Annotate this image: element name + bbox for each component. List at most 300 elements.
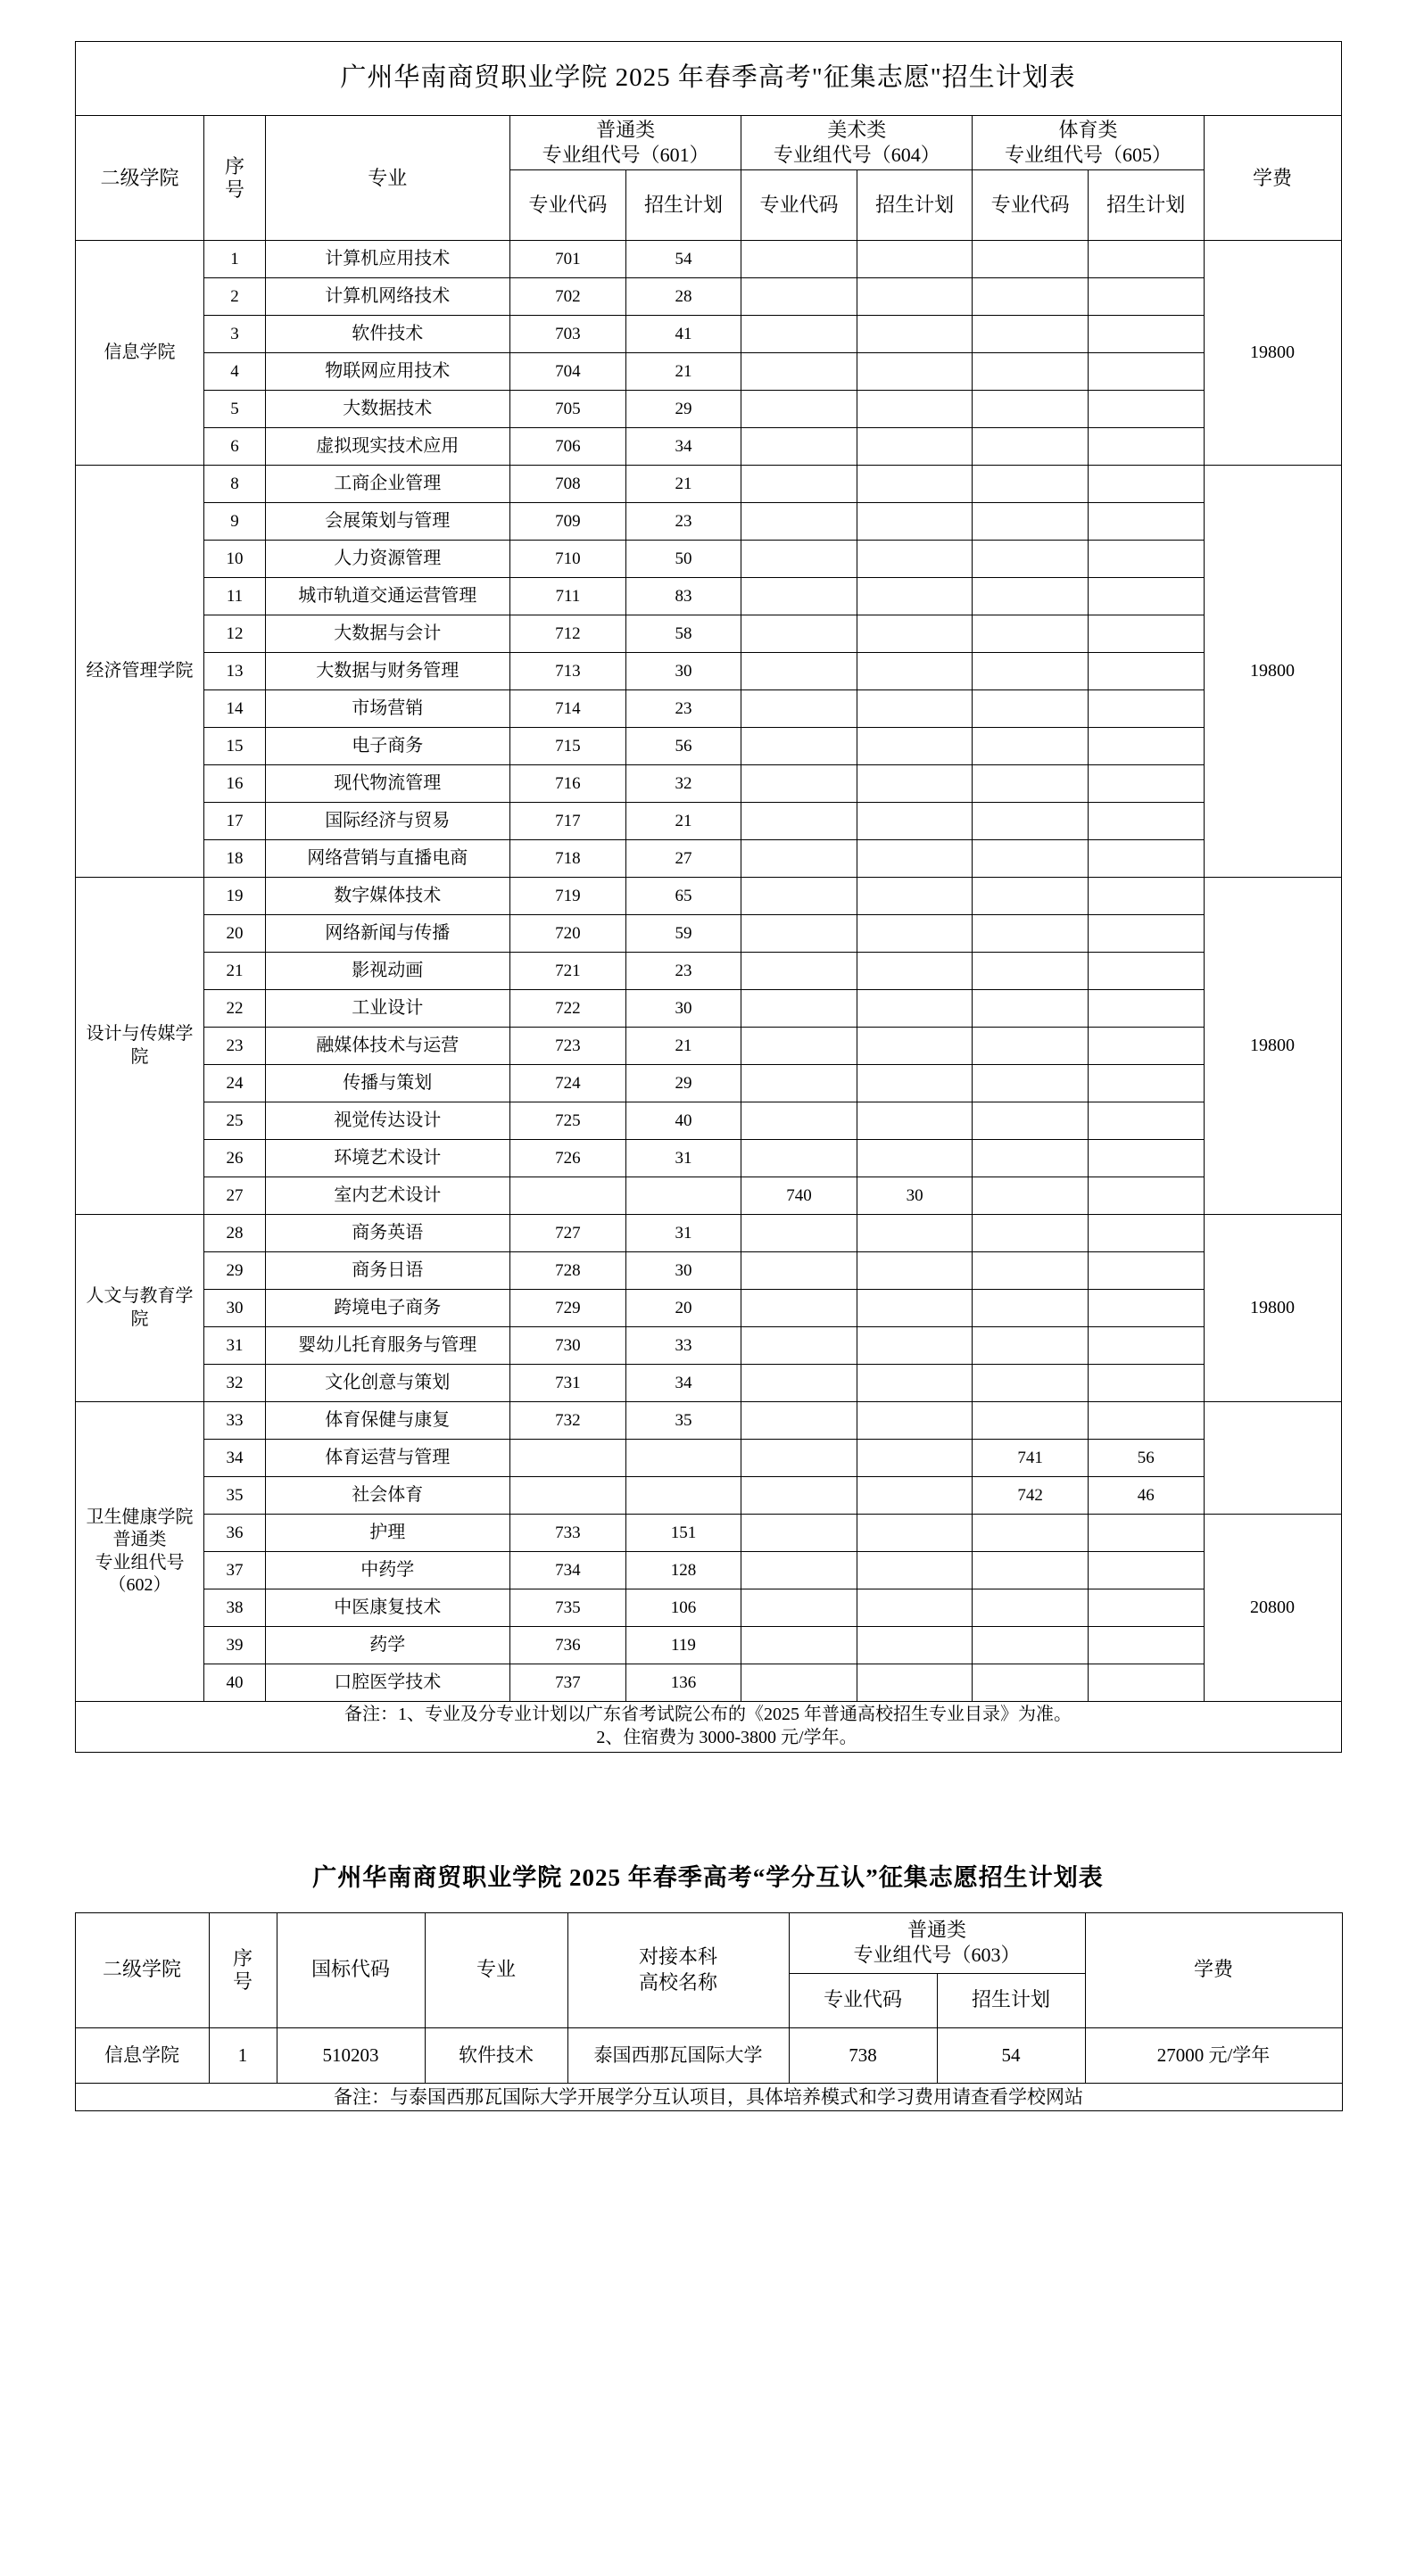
tiyu-code-cell: [973, 1402, 1089, 1440]
putong-code-cell: 704: [510, 353, 626, 391]
table-row: [75, 990, 1341, 1028]
tiyu-code-cell: [973, 353, 1089, 391]
col-header-tiyu-code: 专业代码: [973, 170, 1089, 241]
putong-plan-cell: 21: [625, 1028, 741, 1065]
putong-plan-cell: 21: [625, 353, 741, 391]
putong-code-cell: 733: [510, 1515, 626, 1552]
major-name-cell: 融媒体技术与运营: [265, 1028, 510, 1065]
tiyu-code-cell: [973, 278, 1089, 316]
row-index-cell: 30: [204, 1290, 265, 1327]
putong-code-cell: 705: [510, 391, 626, 428]
col-header-index-label: 序号: [224, 155, 244, 201]
row-index-cell: 11: [204, 578, 265, 615]
tuition-cell: 19800: [1204, 241, 1341, 466]
table-row: [75, 1365, 1341, 1402]
putong-code-cell: 708: [510, 466, 626, 503]
major-name-cell: 婴幼儿托育服务与管理: [265, 1327, 510, 1365]
tiyu-plan-cell: [1088, 1515, 1204, 1552]
row-index-cell: 23: [204, 1028, 265, 1065]
tiyu-code-cell: [973, 1215, 1089, 1252]
table-row: [75, 653, 1341, 690]
meishu-code-cell: [741, 953, 857, 990]
major-name-cell: 口腔医学技术: [265, 1664, 510, 1702]
putong-plan-cell: 151: [625, 1515, 741, 1552]
major-name-cell: 大数据技术: [265, 391, 510, 428]
meishu-plan-cell: [857, 353, 973, 391]
tiyu-code-cell: [973, 1664, 1089, 1702]
tiyu-plan-cell: [1088, 1290, 1204, 1327]
tiyu-plan-cell: [1088, 1140, 1204, 1177]
putong-code-cell: 709: [510, 503, 626, 541]
tiyu-code-cell: [973, 428, 1089, 466]
tiyu-code-cell: [973, 1589, 1089, 1627]
putong-code-cell: 719: [510, 878, 626, 915]
t2-group-line1: 普通类: [907, 1918, 967, 1941]
putong-code-cell: 730: [510, 1327, 626, 1365]
meishu-plan-cell: [857, 1664, 973, 1702]
putong-plan-cell: 34: [625, 1365, 741, 1402]
tiyu-plan-cell: [1088, 1589, 1204, 1627]
putong-plan-cell: 128: [625, 1552, 741, 1589]
row-index-cell: 15: [204, 728, 265, 765]
tiyu-plan-cell: [1088, 278, 1204, 316]
putong-code-cell: 722: [510, 990, 626, 1028]
meishu-plan-cell: [857, 1028, 973, 1065]
table-row: [75, 1402, 1341, 1440]
putong-code-cell: 706: [510, 428, 626, 466]
t2-col-header-tuition: 学费: [1085, 1912, 1342, 2027]
putong-code-cell: 728: [510, 1252, 626, 1290]
tiyu-code-cell: [973, 578, 1089, 615]
putong-plan-cell: 29: [625, 391, 741, 428]
meishu-code-cell: [741, 878, 857, 915]
meishu-plan-cell: [857, 1627, 973, 1664]
meishu-code-cell: [741, 803, 857, 840]
t2-major-name-cell: 软件技术: [425, 2027, 567, 2083]
putong-plan-cell: 30: [625, 1252, 741, 1290]
tiyu-code-cell: 741: [973, 1440, 1089, 1477]
table-row: [75, 840, 1341, 878]
table-row: [75, 915, 1341, 953]
tiyu-code-cell: [973, 1552, 1089, 1589]
putong-plan-cell: 136: [625, 1664, 741, 1702]
tiyu-code-cell: [973, 1365, 1089, 1402]
meishu-code-cell: [741, 1252, 857, 1290]
t2-col-header-partner: [567, 1912, 789, 2027]
table-row: [75, 391, 1341, 428]
t2-col-header-national-code: 国标代码: [277, 1912, 425, 2027]
row-index-cell: 1: [204, 241, 265, 278]
putong-plan-cell: 30: [625, 990, 741, 1028]
meishu-code-cell: [741, 541, 857, 578]
putong-plan-cell: 23: [625, 953, 741, 990]
table1-notes: [75, 1702, 1341, 1752]
row-index-cell: 14: [204, 690, 265, 728]
table-row: [75, 1252, 1341, 1290]
table-row: [75, 1440, 1341, 1477]
row-index-cell: 22: [204, 990, 265, 1028]
tiyu-plan-cell: [1088, 541, 1204, 578]
tiyu-plan-cell: [1088, 803, 1204, 840]
row-index-cell: 16: [204, 765, 265, 803]
table-row: [75, 1065, 1341, 1102]
meishu-plan-cell: [857, 1065, 973, 1102]
meishu-code-cell: [741, 466, 857, 503]
major-name-cell: 体育运营与管理: [265, 1440, 510, 1477]
meishu-plan-cell: [857, 653, 973, 690]
putong-plan-cell: 31: [625, 1140, 741, 1177]
table-row: [75, 1327, 1341, 1365]
putong-code-cell: 715: [510, 728, 626, 765]
putong-plan-cell: 33: [625, 1327, 741, 1365]
putong-code-cell: 712: [510, 615, 626, 653]
meishu-code-cell: [741, 316, 857, 353]
tiyu-code-cell: [973, 1140, 1089, 1177]
row-index-cell: 33: [204, 1402, 265, 1440]
tiyu-code-cell: [973, 765, 1089, 803]
college-label-line: 卫生健康学院: [86, 1507, 194, 1527]
meishu-code-cell: [741, 728, 857, 765]
row-index-cell: 10: [204, 541, 265, 578]
group-header-putong-line1: 普通类: [596, 119, 656, 141]
meishu-plan-cell: [857, 1477, 973, 1515]
putong-code-cell: 732: [510, 1402, 626, 1440]
meishu-plan-cell: [857, 391, 973, 428]
meishu-code-cell: [741, 1589, 857, 1627]
col-header-putong-plan: 招生计划: [625, 170, 741, 241]
row-index-cell: 40: [204, 1664, 265, 1702]
between-tables-spacer: [0, 1753, 1416, 1858]
group-header-meishu: [741, 116, 973, 170]
tiyu-code-cell: [973, 1327, 1089, 1365]
major-name-cell: 工业设计: [265, 990, 510, 1028]
major-name-cell: 中药学: [265, 1552, 510, 1589]
putong-code-cell: 717: [510, 803, 626, 840]
meishu-code-cell: [741, 1102, 857, 1140]
major-name-cell: 数字媒体技术: [265, 878, 510, 915]
meishu-code-cell: [741, 1215, 857, 1252]
table-row: [75, 690, 1341, 728]
row-index-cell: 13: [204, 653, 265, 690]
row-index-cell: 28: [204, 1215, 265, 1252]
meishu-plan-cell: [857, 278, 973, 316]
meishu-code-cell: [741, 1552, 857, 1589]
meishu-plan-cell: [857, 1440, 973, 1477]
table-row: [75, 353, 1341, 391]
college-cell: 经济管理学院: [75, 466, 204, 878]
table-row: [75, 615, 1341, 653]
tiyu-plan-cell: [1088, 1327, 1204, 1365]
meishu-plan-cell: [857, 953, 973, 990]
meishu-plan-cell: [857, 915, 973, 953]
major-name-cell: 网络营销与直播电商: [265, 840, 510, 878]
putong-code-cell: 726: [510, 1140, 626, 1177]
table-row: [75, 728, 1341, 765]
major-name-cell: 城市轨道交通运营管理: [265, 578, 510, 615]
meishu-plan-cell: [857, 466, 973, 503]
putong-plan-cell: [625, 1440, 741, 1477]
meishu-plan-cell: [857, 1290, 973, 1327]
meishu-plan-cell: [857, 1215, 973, 1252]
page-title: 广州华南商贸职业学院 2025 年春季高考"征集志愿"招生计划表: [75, 42, 1341, 116]
table-row: [75, 278, 1341, 316]
tiyu-code-cell: [973, 915, 1089, 953]
table-row: [75, 1589, 1341, 1627]
col-header-meishu-code: 专业代码: [741, 170, 857, 241]
row-index-cell: 29: [204, 1252, 265, 1290]
tuition-cell: 19800: [1204, 878, 1341, 1215]
major-name-cell: 文化创意与策划: [265, 1365, 510, 1402]
col-header-major: 专业: [265, 116, 510, 241]
meishu-plan-cell: [857, 878, 973, 915]
row-index-cell: 32: [204, 1365, 265, 1402]
table-row: [75, 1664, 1341, 1702]
tiyu-code-cell: [973, 1028, 1089, 1065]
putong-plan-cell: 21: [625, 466, 741, 503]
t2-col-header-college: 二级学院: [75, 1912, 209, 2027]
table-row: [75, 1627, 1341, 1664]
table2-container: [75, 1858, 1342, 2112]
college-cell: [75, 1402, 204, 1702]
tiyu-code-cell: [973, 1515, 1089, 1552]
col-header-college: 二级学院: [75, 116, 204, 241]
meishu-code-cell: [741, 241, 857, 278]
putong-plan-cell: 29: [625, 1065, 741, 1102]
major-name-cell: 现代物流管理: [265, 765, 510, 803]
putong-code-cell: 720: [510, 915, 626, 953]
meishu-plan-cell: [857, 728, 973, 765]
tiyu-plan-cell: [1088, 1028, 1204, 1065]
t2-col-header-index-label: 序号: [232, 1946, 253, 1993]
col-header-index: [204, 116, 265, 241]
meishu-code-cell: [741, 653, 857, 690]
meishu-plan-cell: [857, 1365, 973, 1402]
meishu-code-cell: [741, 1140, 857, 1177]
t2-group-header-putong: [789, 1912, 1085, 1973]
major-name-cell: 跨境电子商务: [265, 1290, 510, 1327]
putong-plan-cell: 23: [625, 503, 741, 541]
major-name-cell: 人力资源管理: [265, 541, 510, 578]
note-line-2: 2、住宿费为 3000-3800 元/学年。: [596, 1727, 857, 1747]
tuition-cell: 19800: [1204, 466, 1341, 878]
putong-plan-cell: 35: [625, 1402, 741, 1440]
tiyu-code-cell: [973, 615, 1089, 653]
meishu-plan-cell: [857, 316, 973, 353]
table-row: [75, 503, 1341, 541]
tiyu-code-cell: [973, 1290, 1089, 1327]
putong-plan-cell: [625, 1477, 741, 1515]
major-name-cell: 物联网应用技术: [265, 353, 510, 391]
title-row: [75, 42, 1341, 116]
meishu-plan-cell: [857, 1327, 973, 1365]
tiyu-code-cell: [973, 1252, 1089, 1290]
meishu-code-cell: [741, 615, 857, 653]
college-label-line: 普通类: [112, 1530, 167, 1550]
tiyu-plan-cell: [1088, 765, 1204, 803]
putong-plan-cell: 83: [625, 578, 741, 615]
meishu-code-cell: [741, 578, 857, 615]
table-row: [75, 1215, 1341, 1252]
row-index-cell: 35: [204, 1477, 265, 1515]
tiyu-plan-cell: [1088, 241, 1204, 278]
notes-row: [75, 1702, 1341, 1752]
putong-code-cell: 735: [510, 1589, 626, 1627]
tiyu-code-cell: [973, 1177, 1089, 1215]
col-header-meishu-plan: 招生计划: [857, 170, 973, 241]
college-cell: 人文与教育学院: [75, 1215, 204, 1402]
major-name-cell: 电子商务: [265, 728, 510, 765]
table-row: [75, 878, 1341, 915]
major-name-cell: 中医康复技术: [265, 1589, 510, 1627]
putong-plan-cell: 28: [625, 278, 741, 316]
tiyu-code-cell: [973, 241, 1089, 278]
tiyu-plan-cell: [1088, 990, 1204, 1028]
meishu-code-cell: [741, 1327, 857, 1365]
row-index-cell: 6: [204, 428, 265, 466]
table-row: [75, 428, 1341, 466]
row-index-cell: 4: [204, 353, 265, 391]
putong-code-cell: 702: [510, 278, 626, 316]
meishu-code-cell: [741, 1515, 857, 1552]
row-index-cell: 31: [204, 1327, 265, 1365]
tiyu-code-cell: [973, 1102, 1089, 1140]
major-name-cell: 药学: [265, 1627, 510, 1664]
col-header-putong-code: 专业代码: [510, 170, 626, 241]
meishu-plan-cell: [857, 615, 973, 653]
putong-plan-cell: 20: [625, 1290, 741, 1327]
putong-plan-cell: 41: [625, 316, 741, 353]
major-name-cell: 护理: [265, 1515, 510, 1552]
row-index-cell: 12: [204, 615, 265, 653]
tiyu-code-cell: [973, 503, 1089, 541]
college-label-line: （602）: [108, 1575, 171, 1596]
table-row: [75, 466, 1341, 503]
putong-code-cell: 723: [510, 1028, 626, 1065]
t2-college-cell: 信息学院: [75, 2027, 209, 2083]
putong-plan-cell: 23: [625, 690, 741, 728]
meishu-code-cell: [741, 1365, 857, 1402]
t2-row-index-cell: 1: [209, 2027, 277, 2083]
putong-code-cell: [510, 1477, 626, 1515]
tiyu-plan-cell: 56: [1088, 1440, 1204, 1477]
meishu-plan-cell: [857, 1515, 973, 1552]
row-index-cell: 24: [204, 1065, 265, 1102]
tiyu-plan-cell: [1088, 1215, 1204, 1252]
table-row: [75, 953, 1341, 990]
putong-code-cell: 701: [510, 241, 626, 278]
tiyu-code-cell: [973, 728, 1089, 765]
tiyu-code-cell: 742: [973, 1477, 1089, 1515]
meishu-plan-cell: [857, 541, 973, 578]
major-name-cell: 工商企业管理: [265, 466, 510, 503]
meishu-code-cell: [741, 1440, 857, 1477]
tiyu-code-cell: [973, 990, 1089, 1028]
row-index-cell: 25: [204, 1102, 265, 1140]
putong-code-cell: 729: [510, 1290, 626, 1327]
tiyu-plan-cell: [1088, 1552, 1204, 1589]
table-row: [75, 1028, 1341, 1065]
putong-plan-cell: 54: [625, 241, 741, 278]
tiyu-plan-cell: [1088, 1664, 1204, 1702]
major-name-cell: 传播与策划: [265, 1065, 510, 1102]
major-name-cell: 环境艺术设计: [265, 1140, 510, 1177]
t2-partner-university-cell: 泰国西那瓦国际大学: [567, 2027, 789, 2083]
table-row: [75, 578, 1341, 615]
table-row: [75, 1477, 1341, 1515]
putong-code-cell: 714: [510, 690, 626, 728]
t2-col-header-major: 专业: [425, 1912, 567, 2027]
putong-code-cell: 711: [510, 578, 626, 615]
meishu-plan-cell: [857, 1589, 973, 1627]
table-row: [75, 541, 1341, 578]
major-name-cell: 计算机应用技术: [265, 241, 510, 278]
tiyu-code-cell: [973, 653, 1089, 690]
putong-code-cell: 724: [510, 1065, 626, 1102]
college-label-line: 专业组代号: [95, 1552, 185, 1573]
table-row: [75, 803, 1341, 840]
meishu-plan-cell: [857, 1140, 973, 1177]
putong-plan-cell: 32: [625, 765, 741, 803]
row-index-cell: 34: [204, 1440, 265, 1477]
putong-plan-cell: 34: [625, 428, 741, 466]
tiyu-code-cell: [973, 690, 1089, 728]
t2-col-header-code: 专业代码: [789, 1973, 937, 2027]
page-title-2: 广州华南商贸职业学院 2025 年春季高考“学分互认”征集志愿招生计划表: [312, 1863, 1104, 1891]
group-header-tiyu: [973, 116, 1204, 170]
col-header-tuition: 学费: [1204, 116, 1341, 241]
major-name-cell: 体育保健与康复: [265, 1402, 510, 1440]
meishu-plan-cell: [857, 990, 973, 1028]
major-name-cell: 商务日语: [265, 1252, 510, 1290]
tiyu-plan-cell: [1088, 878, 1204, 915]
note-line-1: 备注：1、专业及分专业计划以广东省考试院公布的《2025 年普通高校招生专业目录》为准。: [344, 1705, 1072, 1725]
tiyu-code-cell: [973, 840, 1089, 878]
tiyu-plan-cell: [1088, 1252, 1204, 1290]
meishu-code-cell: [741, 353, 857, 391]
meishu-plan-cell: [857, 1102, 973, 1140]
meishu-plan-cell: [857, 690, 973, 728]
meishu-code-cell: [741, 1290, 857, 1327]
putong-code-cell: 716: [510, 765, 626, 803]
major-name-cell: 会展策划与管理: [265, 503, 510, 541]
table-row: [75, 1290, 1341, 1327]
group-header-putong: [510, 116, 741, 170]
top-spacer: [0, 0, 1416, 41]
tiyu-plan-cell: [1088, 1402, 1204, 1440]
putong-code-cell: 725: [510, 1102, 626, 1140]
row-index-cell: 2: [204, 278, 265, 316]
meishu-plan-cell: [857, 1252, 973, 1290]
t2-major-code-cell: 738: [789, 2027, 937, 2083]
major-name-cell: 大数据与财务管理: [265, 653, 510, 690]
major-name-cell: 商务英语: [265, 1215, 510, 1252]
table-row: [75, 2027, 1342, 2083]
tiyu-code-cell: [973, 541, 1089, 578]
header-row-1: [75, 116, 1341, 170]
meishu-plan-cell: [857, 803, 973, 840]
row-index-cell: 27: [204, 1177, 265, 1215]
putong-plan-cell: 119: [625, 1627, 741, 1664]
row-index-cell: 38: [204, 1589, 265, 1627]
college-cell: 设计与传媒学院: [75, 878, 204, 1215]
putong-plan-cell: 21: [625, 803, 741, 840]
meishu-code-cell: [741, 1028, 857, 1065]
putong-plan-cell: 65: [625, 878, 741, 915]
major-name-cell: 网络新闻与传播: [265, 915, 510, 953]
row-index-cell: 21: [204, 953, 265, 990]
tiyu-plan-cell: [1088, 1177, 1204, 1215]
major-name-cell: 社会体育: [265, 1477, 510, 1515]
